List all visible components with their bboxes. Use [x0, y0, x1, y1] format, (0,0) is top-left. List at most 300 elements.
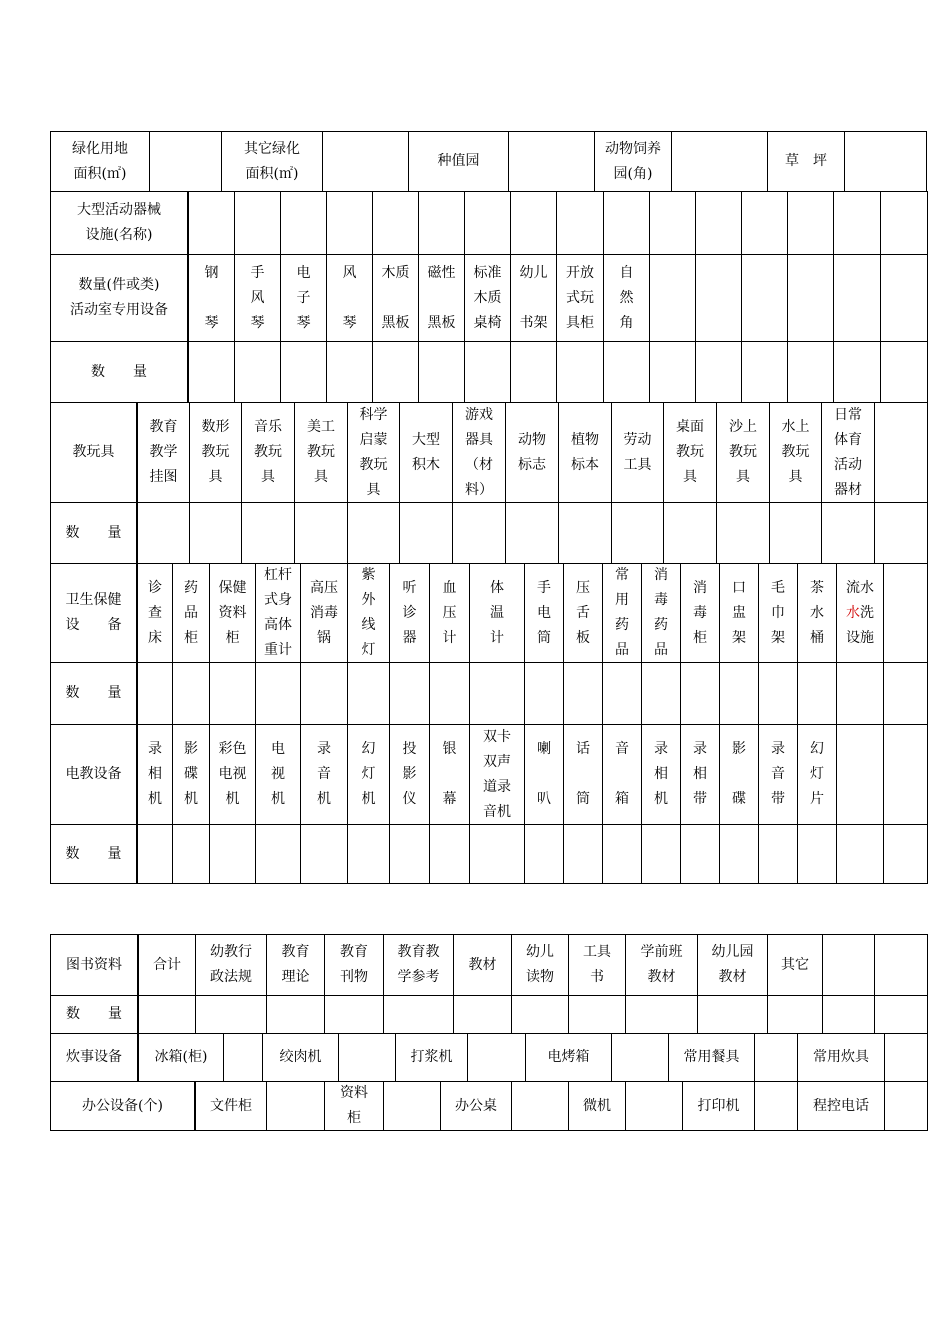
av-quantity-cell[interactable]	[209, 824, 256, 884]
health-item	[300, 563, 348, 663]
books-item-text: 幼教行 政法规	[210, 944, 252, 985]
av-item	[347, 724, 390, 825]
books-quantity-cell[interactable]	[625, 995, 698, 1034]
kitchen-item-text: 常用餐具	[683, 1049, 740, 1065]
av-item-text: 幻 灯 片	[810, 741, 824, 807]
large-equipment-cell[interactable]	[833, 191, 881, 255]
toys-quantity-label: 数 量	[50, 502, 137, 564]
av-item-text: 喇 叭	[537, 741, 551, 807]
kitchen-item	[138, 1033, 224, 1082]
office-item	[568, 1081, 626, 1131]
books-quantity-cell[interactable]	[568, 995, 626, 1034]
toy-item	[399, 402, 453, 503]
large-equipment-cell[interactable]	[649, 191, 696, 255]
health-quantity-cell[interactable]	[602, 662, 642, 725]
av-quantity-cell[interactable]	[137, 824, 173, 884]
health-item-text: 杠杆 式身 高体 重计	[264, 567, 292, 658]
av-empty-cell[interactable]	[883, 724, 928, 825]
kitchen-value-cell[interactable]	[754, 1033, 798, 1082]
av-item	[602, 724, 642, 825]
av-item-text: 录 相 机	[148, 741, 162, 807]
large-equipment-cell[interactable]	[326, 191, 373, 255]
toy-item-text: 动物 标志	[518, 431, 546, 473]
activity-item	[372, 254, 419, 342]
books-quantity-cell[interactable]	[138, 995, 196, 1034]
books-quantity-cell[interactable]	[822, 995, 875, 1034]
av-quantity-cell[interactable]	[797, 824, 837, 884]
books-quantity-label: 数 量	[50, 995, 138, 1034]
av-quantity-cell[interactable]	[429, 824, 470, 884]
books-item	[195, 934, 267, 996]
office-item-text: 打印机	[697, 1097, 740, 1114]
health-quantity-cell[interactable]	[209, 662, 256, 725]
av-item	[469, 724, 525, 825]
av-item	[563, 724, 603, 825]
activity-empty-cell[interactable]	[880, 254, 928, 342]
health-item-text: 保健 资料 柜	[218, 579, 247, 646]
health-item-text: 毛 巾 架	[771, 579, 785, 646]
books-item-text: 合计	[153, 956, 181, 973]
activity-item	[326, 254, 373, 342]
office-value-cell[interactable]	[625, 1081, 683, 1131]
activity-item-text: 自 然 角	[619, 264, 634, 331]
office-item	[682, 1081, 755, 1131]
toy-empty-cell[interactable]	[874, 402, 928, 503]
health-quantity-cell[interactable]	[797, 662, 837, 725]
toy-item	[189, 402, 242, 503]
toy-quantity-cell[interactable]	[558, 502, 612, 564]
health-quantity-cell[interactable]	[255, 662, 301, 725]
av-quantity-cell[interactable]	[883, 824, 928, 884]
office-item-text: 微机	[583, 1097, 611, 1114]
activity-empty-cell[interactable]	[833, 254, 881, 342]
toy-quantity-cell[interactable]	[821, 502, 875, 564]
books-item-text: 幼儿 读物	[526, 944, 554, 985]
av-item	[172, 724, 210, 825]
av-quantity-cell[interactable]	[172, 824, 210, 884]
kitchen-item-text: 冰箱(柜)	[154, 1049, 208, 1065]
books-item	[625, 934, 698, 996]
garden-value[interactable]	[508, 131, 595, 192]
activity-item-text: 电 子 琴	[296, 264, 311, 331]
health-item	[209, 563, 256, 663]
av-item-text: 影 碟	[732, 741, 746, 807]
lawn-label: 草 坪	[767, 131, 845, 192]
av-quantity-cell[interactable]	[563, 824, 603, 884]
health-quantity-cell[interactable]	[389, 662, 430, 725]
av-quantity-cell[interactable]	[602, 824, 642, 884]
books-quantity-cell[interactable]	[324, 995, 384, 1034]
activity-quantity-cell[interactable]	[280, 341, 327, 403]
activity-quantity-cell[interactable]	[234, 341, 281, 403]
activity-room-label: 数量(件或类) 活动室专用设备	[50, 254, 188, 342]
toy-item	[241, 402, 295, 503]
health-item	[347, 563, 390, 663]
av-quantity-cell[interactable]	[300, 824, 348, 884]
activity-item	[464, 254, 511, 342]
activity-quantity-cell[interactable]	[464, 341, 511, 403]
toy-item	[663, 402, 717, 503]
kitchen-value-cell[interactable]	[884, 1033, 928, 1082]
activity-item-text: 开放 式玩 具柜	[566, 264, 594, 331]
books-item	[138, 934, 196, 996]
health-quantity-cell[interactable]	[347, 662, 390, 725]
toy-item	[347, 402, 400, 503]
other-greening-value[interactable]	[322, 131, 409, 192]
books-item-text: 教材	[468, 956, 497, 973]
toy-item	[294, 402, 348, 503]
books-item	[324, 934, 384, 996]
office-label: 办公设备(个)	[50, 1081, 195, 1131]
health-quantity-cell[interactable]	[172, 662, 210, 725]
av-item	[797, 724, 837, 825]
av-item	[429, 724, 470, 825]
activity-quantity-cell[interactable]	[833, 341, 881, 403]
av-item	[641, 724, 681, 825]
books-label: 图书资料	[50, 934, 138, 996]
books-item-text: 幼儿园 教材	[711, 944, 754, 985]
av-item	[524, 724, 564, 825]
books-item	[767, 934, 823, 996]
office-value-cell[interactable]	[266, 1081, 325, 1131]
av-item-text: 录 音 带	[771, 741, 785, 807]
health-item	[719, 563, 759, 663]
toy-quantity-cell[interactable]	[716, 502, 770, 564]
toy-quantity-cell[interactable]	[241, 502, 295, 564]
kitchen-value-cell[interactable]	[338, 1033, 396, 1082]
activity-quantity-cell[interactable]	[880, 341, 928, 403]
toy-quantity-cell[interactable]	[189, 502, 242, 564]
large-equipment-cell[interactable]	[556, 191, 604, 255]
activity-quantity-cell[interactable]	[603, 341, 650, 403]
av-item-text: 电 视 机	[271, 741, 285, 807]
activity-quantity-cell[interactable]	[787, 341, 834, 403]
health-item-text: 血 压 计	[442, 579, 457, 646]
kitchen-item-text: 打浆机	[410, 1049, 453, 1065]
kitchen-value-cell[interactable]	[611, 1033, 669, 1082]
activity-item	[556, 254, 604, 342]
activity-quantity-cell[interactable]	[418, 341, 465, 403]
office-value-cell[interactable]	[511, 1081, 569, 1131]
health-item	[255, 563, 301, 663]
activity-quantity-cell[interactable]	[188, 341, 235, 403]
large-equipment-cell[interactable]	[234, 191, 281, 255]
health-quantity-cell[interactable]	[300, 662, 348, 725]
activity-quantity-label: 数 量	[50, 341, 188, 403]
toy-item-text: 音乐 教玩 具	[254, 419, 282, 485]
av-item	[209, 724, 256, 825]
toys-label: 教玩具	[50, 402, 137, 503]
kitchen-item	[525, 1033, 612, 1082]
office-value-cell[interactable]	[383, 1081, 441, 1131]
kitchen-item-text: 电烤箱	[547, 1049, 590, 1065]
av-quantity-cell[interactable]	[469, 824, 525, 884]
office-item-text: 资料 柜	[340, 1085, 368, 1126]
health-quantity-cell[interactable]	[429, 662, 470, 725]
books-item	[697, 934, 768, 996]
garden-label: 种值园	[408, 131, 509, 192]
toy-item-text: 教育 教学 挂图	[149, 419, 178, 485]
health-quantity-cell[interactable]	[680, 662, 720, 725]
activity-quantity-cell[interactable]	[695, 341, 742, 403]
health-quantity-cell[interactable]	[524, 662, 564, 725]
large-equipment-cell[interactable]	[280, 191, 327, 255]
activity-item-text: 钢 琴	[204, 264, 219, 331]
toy-item-text: 日常 体育 活动 器材	[834, 406, 862, 498]
office-item	[195, 1081, 267, 1131]
activity-item-text: 风 琴	[342, 264, 357, 331]
large-equipment-cell[interactable]	[510, 191, 557, 255]
activity-empty-cell[interactable]	[787, 254, 834, 342]
greening-area-value[interactable]	[149, 131, 222, 192]
health-item	[680, 563, 720, 663]
books-item	[453, 934, 512, 996]
animal-corner-value[interactable]	[671, 131, 768, 192]
toy-quantity-cell[interactable]	[505, 502, 559, 564]
av-item-text: 录 相 机	[654, 741, 668, 807]
av-quantity-cell[interactable]	[836, 824, 884, 884]
health-quantity-cell[interactable]	[137, 662, 173, 725]
toy-item-text: 科学 启蒙 教玩 具	[359, 406, 388, 498]
kitchen-item-text: 常用炊具	[813, 1049, 869, 1065]
activity-item	[188, 254, 235, 342]
kitchen-label: 炊事设备	[50, 1033, 138, 1082]
books-item-text: 教育教 学参考	[397, 944, 440, 985]
av-item	[758, 724, 798, 825]
office-value-cell[interactable]	[754, 1081, 798, 1131]
books-item-text: 工具 书	[583, 944, 611, 985]
activity-empty-cell[interactable]	[741, 254, 788, 342]
av-item-text: 彩色 电视 机	[218, 741, 247, 807]
toy-item-text: 游戏 器具 （材 料）	[465, 406, 493, 498]
health-item	[602, 563, 642, 663]
av-item-text: 话 筒	[576, 741, 590, 807]
health-label: 卫生保健 设 备	[50, 563, 137, 663]
office-value-cell[interactable]	[884, 1081, 928, 1131]
books-item-text: 学前班 教材	[640, 944, 683, 985]
health-item	[429, 563, 470, 663]
av-item-text: 双卡 双声 道录 音机	[483, 728, 511, 820]
activity-item	[280, 254, 327, 342]
health-item-text: 手 电 筒	[537, 579, 551, 646]
toy-item	[769, 402, 822, 503]
books-item	[568, 934, 626, 996]
office-item-text: 办公桌	[455, 1097, 497, 1114]
toy-quantity-cell[interactable]	[294, 502, 348, 564]
office-item	[324, 1081, 384, 1131]
health-item	[797, 563, 837, 663]
books-item-text: 其它	[781, 956, 809, 973]
av-item-text: 幻 灯 机	[361, 741, 376, 807]
other-greening-label: 其它绿化 面积(㎡)	[221, 131, 323, 192]
health-item-text: 高压 消毒 锅	[310, 579, 338, 646]
toy-quantity-cell[interactable]	[663, 502, 717, 564]
toy-quantity-cell[interactable]	[769, 502, 822, 564]
health-item-text: 体 温 计	[490, 579, 504, 646]
av-label: 电教设备	[50, 724, 137, 825]
large-equipment-cell[interactable]	[880, 191, 928, 255]
kitchen-item	[262, 1033, 339, 1082]
av-quantity-cell[interactable]	[524, 824, 564, 884]
health-item	[137, 563, 173, 663]
large-equipment-cell[interactable]	[787, 191, 834, 255]
av-quantity-cell[interactable]	[719, 824, 759, 884]
activity-quantity-cell[interactable]	[556, 341, 604, 403]
av-item	[389, 724, 430, 825]
health-quantity-cell[interactable]	[641, 662, 681, 725]
av-item-text: 银 幕	[442, 741, 457, 807]
kitchen-item	[797, 1033, 885, 1082]
activity-quantity-cell[interactable]	[741, 341, 788, 403]
health-item-text: 药 品 柜	[184, 579, 198, 646]
health-item	[563, 563, 603, 663]
activity-item	[418, 254, 465, 342]
toy-item-text: 美工 教玩 具	[307, 419, 335, 485]
toy-item	[452, 402, 506, 503]
av-empty-cell[interactable]	[836, 724, 884, 825]
books-item-text: 教育 理论	[281, 944, 310, 985]
toy-quantity-cell[interactable]	[399, 502, 453, 564]
toy-quantity-cell[interactable]	[452, 502, 506, 564]
health-item	[172, 563, 210, 663]
health-item-running-water-text	[846, 576, 874, 651]
lawn-value[interactable]	[844, 131, 927, 192]
activity-empty-cell[interactable]	[695, 254, 742, 342]
activity-item	[234, 254, 281, 342]
large-equipment-cell[interactable]	[695, 191, 742, 255]
health-item-text: 紫 外 线 灯	[361, 567, 376, 658]
health-item	[524, 563, 564, 663]
animal-corner-label: 动物饲养 园(角)	[594, 131, 672, 192]
activity-quantity-cell[interactable]	[372, 341, 419, 403]
activity-item	[603, 254, 650, 342]
toy-quantity-cell[interactable]	[347, 502, 400, 564]
books-quantity-cell[interactable]	[874, 995, 928, 1034]
health-item-text: 消 毒 柜	[693, 579, 707, 646]
books-empty-cell[interactable]	[874, 934, 928, 996]
av-item-text: 录 相 带	[693, 741, 707, 807]
av-item-text: 录 音 机	[317, 741, 331, 807]
av-item-text: 音 箱	[615, 741, 629, 807]
av-quantity-cell[interactable]	[680, 824, 720, 884]
health-item-text: 茶 水 桶	[810, 579, 824, 646]
activity-item-text: 标准 木质 桌椅	[473, 264, 502, 331]
activity-quantity-cell[interactable]	[649, 341, 696, 403]
toy-item-text: 水上 教玩 具	[781, 419, 810, 485]
av-quantity-cell[interactable]	[255, 824, 301, 884]
health-quantity-cell[interactable]	[758, 662, 798, 725]
health-item-text: 诊 查 床	[148, 579, 162, 646]
greening-area-label: 绿化用地 面积(㎡)	[50, 131, 150, 192]
books-quantity-cell[interactable]	[697, 995, 768, 1034]
toy-item-text: 大型 积木	[412, 431, 440, 473]
health-quantity-label: 数 量	[50, 662, 137, 725]
health-quantity-cell[interactable]	[883, 662, 928, 725]
health-item-text: 口 盅 架	[732, 579, 746, 646]
books-quantity-cell[interactable]	[383, 995, 454, 1034]
books-item	[266, 934, 325, 996]
books-quantity-cell[interactable]	[195, 995, 267, 1034]
kitchen-value-cell[interactable]	[467, 1033, 526, 1082]
kitchen-item	[668, 1033, 755, 1082]
toy-quantity-cell[interactable]	[137, 502, 190, 564]
toy-item	[611, 402, 664, 503]
health-item-text: 听 诊 器	[402, 579, 417, 646]
large-equipment-cell[interactable]	[372, 191, 419, 255]
health-quantity-cell[interactable]	[563, 662, 603, 725]
health-quantity-cell[interactable]	[719, 662, 759, 725]
activity-item-text: 木质 黑板	[381, 264, 410, 331]
books-quantity-cell[interactable]	[266, 995, 325, 1034]
av-item	[137, 724, 173, 825]
books-quantity-cell[interactable]	[767, 995, 823, 1034]
av-quantity-label: 数 量	[50, 824, 137, 884]
health-empty-cell[interactable]	[883, 563, 928, 663]
large-equipment-label: 大型活动器械 设施(名称)	[50, 191, 188, 255]
books-item	[511, 934, 569, 996]
activity-quantity-cell[interactable]	[326, 341, 373, 403]
large-equipment-cell[interactable]	[418, 191, 465, 255]
toy-item-text: 劳动 工具	[623, 431, 652, 473]
health-item-text: 压 舌 板	[576, 579, 590, 646]
activity-empty-cell[interactable]	[649, 254, 696, 342]
av-quantity-cell[interactable]	[389, 824, 430, 884]
toy-quantity-cell[interactable]	[874, 502, 928, 564]
av-quantity-cell[interactable]	[758, 824, 798, 884]
large-equipment-cell[interactable]	[188, 191, 235, 255]
large-equipment-cell[interactable]	[741, 191, 788, 255]
office-item	[797, 1081, 885, 1131]
health-item-running-water	[836, 563, 884, 663]
kitchen-value-cell[interactable]	[223, 1033, 263, 1082]
toy-item-text: 数形 教玩 具	[201, 419, 230, 485]
toy-item-text: 植物 标本	[571, 431, 599, 473]
books-empty-cell[interactable]	[822, 934, 875, 996]
av-quantity-cell[interactable]	[347, 824, 390, 884]
office-item-text: 程控电话	[813, 1097, 869, 1114]
activity-item-text: 磁性 黑板	[427, 264, 456, 331]
activity-item	[510, 254, 557, 342]
activity-item-text: 手 风 琴	[250, 264, 265, 331]
books-quantity-cell[interactable]	[453, 995, 512, 1034]
health-item-text: 常 用 药 品	[615, 567, 629, 658]
office-item-text: 文件柜	[210, 1097, 252, 1114]
av-quantity-cell[interactable]	[641, 824, 681, 884]
kitchen-item-text: 绞肉机	[279, 1049, 322, 1065]
large-equipment-cell[interactable]	[603, 191, 650, 255]
large-equipment-cell[interactable]	[464, 191, 511, 255]
toy-item	[716, 402, 770, 503]
health-quantity-cell[interactable]	[469, 662, 525, 725]
activity-item-text: 幼儿 书架	[519, 264, 548, 331]
books-item-text: 教育 刊物	[340, 944, 368, 985]
books-quantity-cell[interactable]	[511, 995, 569, 1034]
activity-quantity-cell[interactable]	[510, 341, 557, 403]
av-item	[680, 724, 720, 825]
toy-item-text: 沙上 教玩 具	[729, 419, 757, 485]
health-item	[389, 563, 430, 663]
office-item	[440, 1081, 512, 1131]
av-item-text: 投 影 仪	[402, 741, 417, 807]
health-quantity-cell[interactable]	[836, 662, 884, 725]
toy-quantity-cell[interactable]	[611, 502, 664, 564]
health-item	[758, 563, 798, 663]
books-item	[383, 934, 454, 996]
av-item	[300, 724, 348, 825]
av-item-text: 影 碟 机	[184, 741, 198, 807]
toy-item	[558, 402, 612, 503]
health-item	[641, 563, 681, 663]
